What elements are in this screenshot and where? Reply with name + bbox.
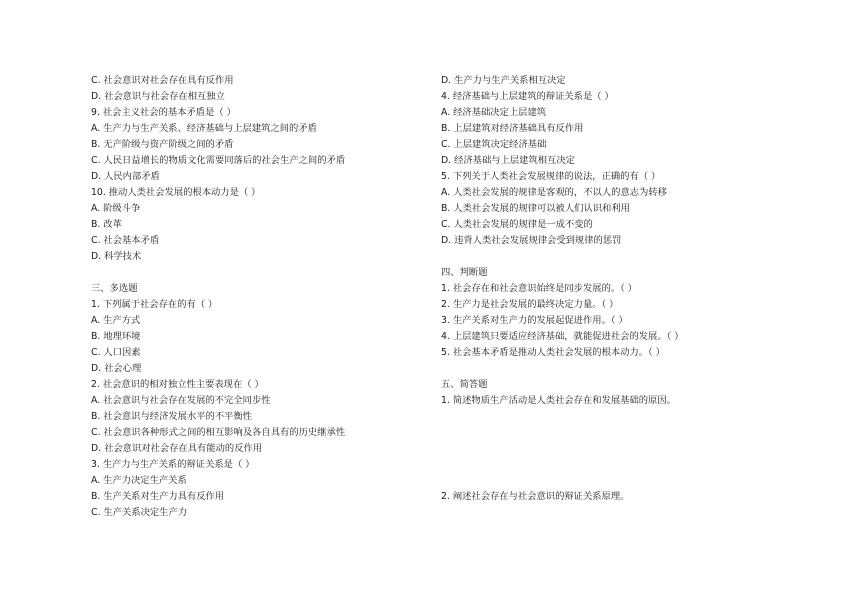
option-text: A. 生产力决定生产关系 xyxy=(91,475,187,486)
spacer xyxy=(441,425,801,441)
option-text: C. 人类社会发展的规律是一成不变的 xyxy=(441,219,593,230)
question-text: 2. 生产力是社会发展的最终决定力量。（ ） xyxy=(441,299,619,310)
option-text: B. 生产关系对生产力具有反作用 xyxy=(91,491,225,502)
question-text: 4. 经济基础与上层建筑的辩证关系是（ ） xyxy=(441,91,614,102)
question-text: 2. 社会意识的相对独立性主要表现在（ ） xyxy=(91,379,264,390)
section-heading: 五、简答题 xyxy=(441,379,488,390)
spacer xyxy=(441,249,801,265)
option-text: B. 无产阶级与资产阶级之间的矛盾 xyxy=(91,139,234,150)
question-text: 5. 下列关于人类社会发展规律的说法，正确的有（ ） xyxy=(441,171,661,182)
left-column xyxy=(91,73,451,521)
option-text: D. 社会意识对社会存在具有能动的反作用 xyxy=(91,443,263,454)
spacer xyxy=(441,409,801,425)
question-text: 10. 推动人类社会发展的根本动力是（ ） xyxy=(91,187,261,198)
option-text: C. 社会意识对社会存在具有反作用 xyxy=(91,75,234,86)
option-text: D. 人民内部矛盾 xyxy=(91,171,160,182)
question-text: 3. 生产力与生产关系的辩证关系是（ ） xyxy=(91,459,255,470)
question-text: 1. 简述物质生产活动是人类社会存在和发展基础的原因。 xyxy=(441,395,676,406)
question-text: 2. 阐述社会存在与社会意识的辩证关系原理。 xyxy=(441,491,630,502)
option-text: B. 改革 xyxy=(91,219,122,230)
question-text: 3. 生产关系对生产力的发展起促进作用。（ ） xyxy=(441,315,628,326)
option-text: C. 人口因素 xyxy=(91,347,141,358)
option-text: D. 社会心理 xyxy=(91,363,142,374)
option-text: C. 社会意识各种形式之间的相互影响及各自具有的历史继承性 xyxy=(91,427,346,438)
option-text: C. 社会基本矛盾 xyxy=(91,235,160,246)
option-text: A. 社会意识与社会存在发展的不完全同步性 xyxy=(91,395,271,406)
question-text: 9. 社会主义社会的基本矛盾是（ ） xyxy=(91,107,236,118)
option-text: A. 阶级斗争 xyxy=(91,203,141,214)
option-text: C. 人民日益增长的物质文化需要同落后的社会生产之间的矛盾 xyxy=(91,155,346,166)
option-text: A. 人类社会发展的规律是客观的，不以人的意志为转移 xyxy=(441,187,667,198)
option-text: D. 生产力与生产关系相互决定 xyxy=(441,75,566,86)
spacer xyxy=(441,441,801,457)
spacer xyxy=(441,473,801,489)
spacer xyxy=(91,265,451,281)
section-heading: 四、判断题 xyxy=(441,267,488,278)
option-text: D. 科学技术 xyxy=(91,251,142,262)
option-text: B. 人类社会发展的规律可以被人们认识和利用 xyxy=(441,203,630,214)
option-text: B. 上层建筑对经济基础具有反作用 xyxy=(441,123,584,134)
question-text: 1. 社会存在和社会意识始终是同步发展的。（ ） xyxy=(441,283,638,294)
question-text: 4. 上层建筑只要适应经济基础，就能促进社会的发展。（ ） xyxy=(441,331,684,342)
question-text: 1. 下列属于社会存在的有（ ） xyxy=(91,299,218,310)
option-text: C. 生产关系决定生产力 xyxy=(91,507,188,518)
section-heading: 三、多选题 xyxy=(91,283,138,294)
spacer xyxy=(441,361,801,377)
option-text: B. 地理环境 xyxy=(91,331,141,342)
option-text: D. 社会意识与社会存在相互独立 xyxy=(91,91,225,102)
option-text: C. 上层建筑决定经济基础 xyxy=(441,139,547,150)
spacer xyxy=(441,457,801,473)
question-text: 5. 社会基本矛盾是推动人类社会发展的根本动力。（ ） xyxy=(441,347,665,358)
option-text: A. 经济基础决定上层建筑 xyxy=(441,107,547,118)
option-text: B. 社会意识与经济发展水平的不平衡性 xyxy=(91,411,253,422)
option-text: A. 生产力与生产关系、经济基础与上层建筑之间的矛盾 xyxy=(91,123,317,134)
right-column xyxy=(441,73,801,505)
option-text: D. 违背人类社会发展规律会受到规律的惩罚 xyxy=(441,235,622,246)
option-text: D. 经济基础与上层建筑相互决定 xyxy=(441,155,575,166)
option-text: A. 生产方式 xyxy=(91,315,141,326)
